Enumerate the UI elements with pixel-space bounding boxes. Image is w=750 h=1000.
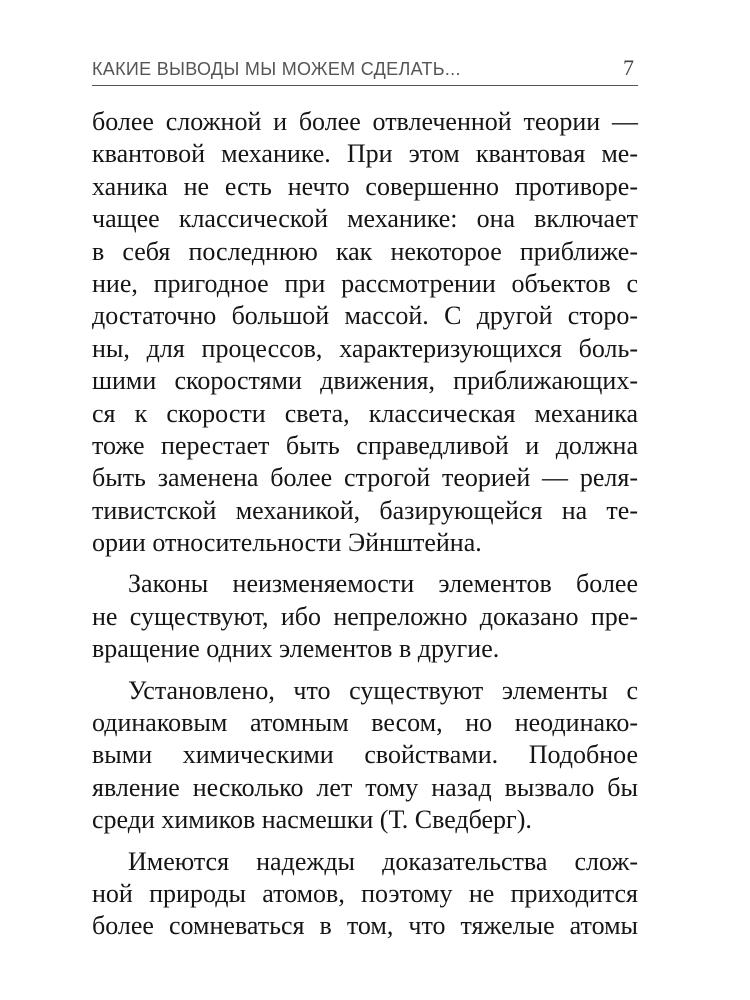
text-line: выми химическими свойствами. Подобное [92, 740, 638, 770]
header-divider [92, 85, 638, 86]
text-line: одинаковым атомным весом, но неодинако- [92, 708, 638, 738]
text-line: чащее классической механике: она включает [92, 204, 638, 234]
text-line: Установлено, что существуют элементы с [128, 675, 638, 705]
text-line: тоже перестает быть справедливой и должна [92, 430, 638, 460]
text-line: более сомневаться в том, что тяжелые атомы [92, 911, 638, 941]
text-line: ной природы атомов, поэтому не приходится [92, 878, 638, 908]
text-line: в себя последнюю как некоторое приближе- [92, 236, 638, 266]
text-line: ории относительности Эйнштейна. [92, 528, 482, 558]
text-line: Законы неизменяемости элементов более [128, 569, 638, 599]
running-title: КАКИЕ ВЫВОДЫ МЫ МОЖЕМ СДЕЛАТЬ... [92, 59, 461, 79]
text-line: ханика не есть нечто совершенно противоре- [92, 171, 638, 201]
paragraph-4 [92, 846, 638, 943]
paragraph-2 [92, 568, 638, 665]
text-line: ны, для процессов, характеризующихся боль- [92, 333, 638, 363]
body-text [92, 106, 638, 952]
paragraph-1 [92, 106, 638, 559]
paragraph-3 [92, 675, 638, 837]
page-number: 7 [623, 55, 634, 80]
text-line: шими скоростями движения, приближающих- [92, 366, 638, 396]
text-line: более сложной и более отвлеченной теории — [92, 107, 638, 136]
text-line: достаточно большой массой. С другой сторо- [92, 301, 638, 331]
text-line: квантовой механике. При этом квантовая ме- [92, 139, 638, 169]
text-line: быть заменена более строгой теорией — реля- [92, 463, 638, 493]
text-line: тивистской механикой, базирующейся на те- [92, 495, 638, 525]
text-line: среди химиков насмешки (Т. Сведберг). [92, 805, 532, 835]
text-line: явление несколько лет тому назад вызвало бы [92, 772, 638, 802]
text-line: Имеются надежды доказательства слож- [128, 846, 638, 876]
text-line: ся к скорости света, классическая механика [92, 398, 638, 428]
text-line: ние, пригодное при рассмотрении объектов с [92, 268, 638, 298]
text-line: вращение одних элементов в другие. [92, 634, 500, 664]
text-line: не существуют, ибо непреложно доказано пре- [92, 601, 638, 631]
page-header [92, 55, 638, 88]
